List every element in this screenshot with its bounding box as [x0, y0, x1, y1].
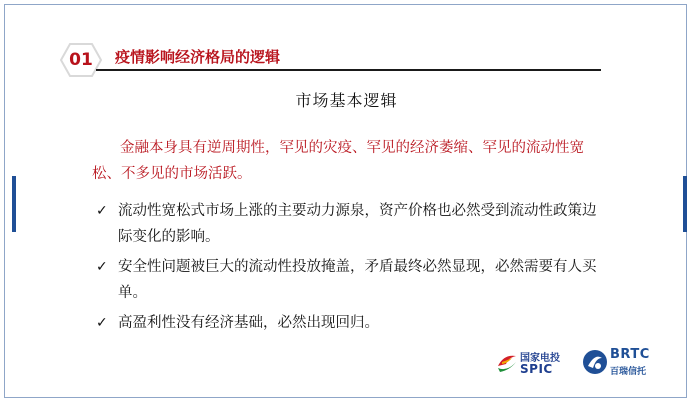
list-item: [92, 198, 602, 250]
list-item: [92, 254, 602, 306]
brtc-english-name: BRTC: [610, 347, 650, 362]
header-divider: [96, 69, 601, 71]
spic-logo: [496, 346, 570, 378]
section-badge: [60, 42, 102, 78]
checkmark-icon: ✓: [96, 203, 108, 219]
checkmark-icon: ✓: [96, 259, 108, 275]
spic-english-name: SPIC: [520, 362, 553, 376]
brtc-logo: [582, 346, 676, 378]
section-header: [58, 36, 603, 86]
section-title: 疫情影响经济格局的逻辑: [115, 48, 281, 66]
bullet-text: 高盈利性没有经济基础，必然出现回归。: [118, 315, 379, 331]
page-heading: 市场基本逻辑: [295, 91, 398, 110]
list-item: [92, 310, 602, 336]
bullet-list: [92, 198, 602, 340]
checkmark-icon: ✓: [96, 315, 108, 331]
brtc-mark-icon: [582, 349, 608, 375]
spic-mark-icon: [496, 350, 518, 374]
left-accent-bar: [12, 176, 16, 232]
spic-chinese-name: 国家电投: [520, 353, 560, 364]
section-number: 01: [69, 50, 93, 70]
intro-paragraph: 金融本身具有逆周期性，罕见的灾疫、罕见的经济萎缩、罕见的流动性宽松、不多见的市场活跃。: [92, 140, 584, 182]
brtc-chinese-name: 百瑞信托: [610, 367, 647, 377]
bullet-text: 流动性宽松式市场上涨的主要动力源泉，资产价格也必然受到流动性政策边际变化的影响。: [118, 203, 597, 245]
footer-logos: [496, 346, 676, 378]
right-accent-bar: [683, 176, 687, 232]
bullet-text: 安全性问题被巨大的流动性投放掩盖，矛盾最终必然显现，必然需要有人买单。: [118, 259, 597, 301]
